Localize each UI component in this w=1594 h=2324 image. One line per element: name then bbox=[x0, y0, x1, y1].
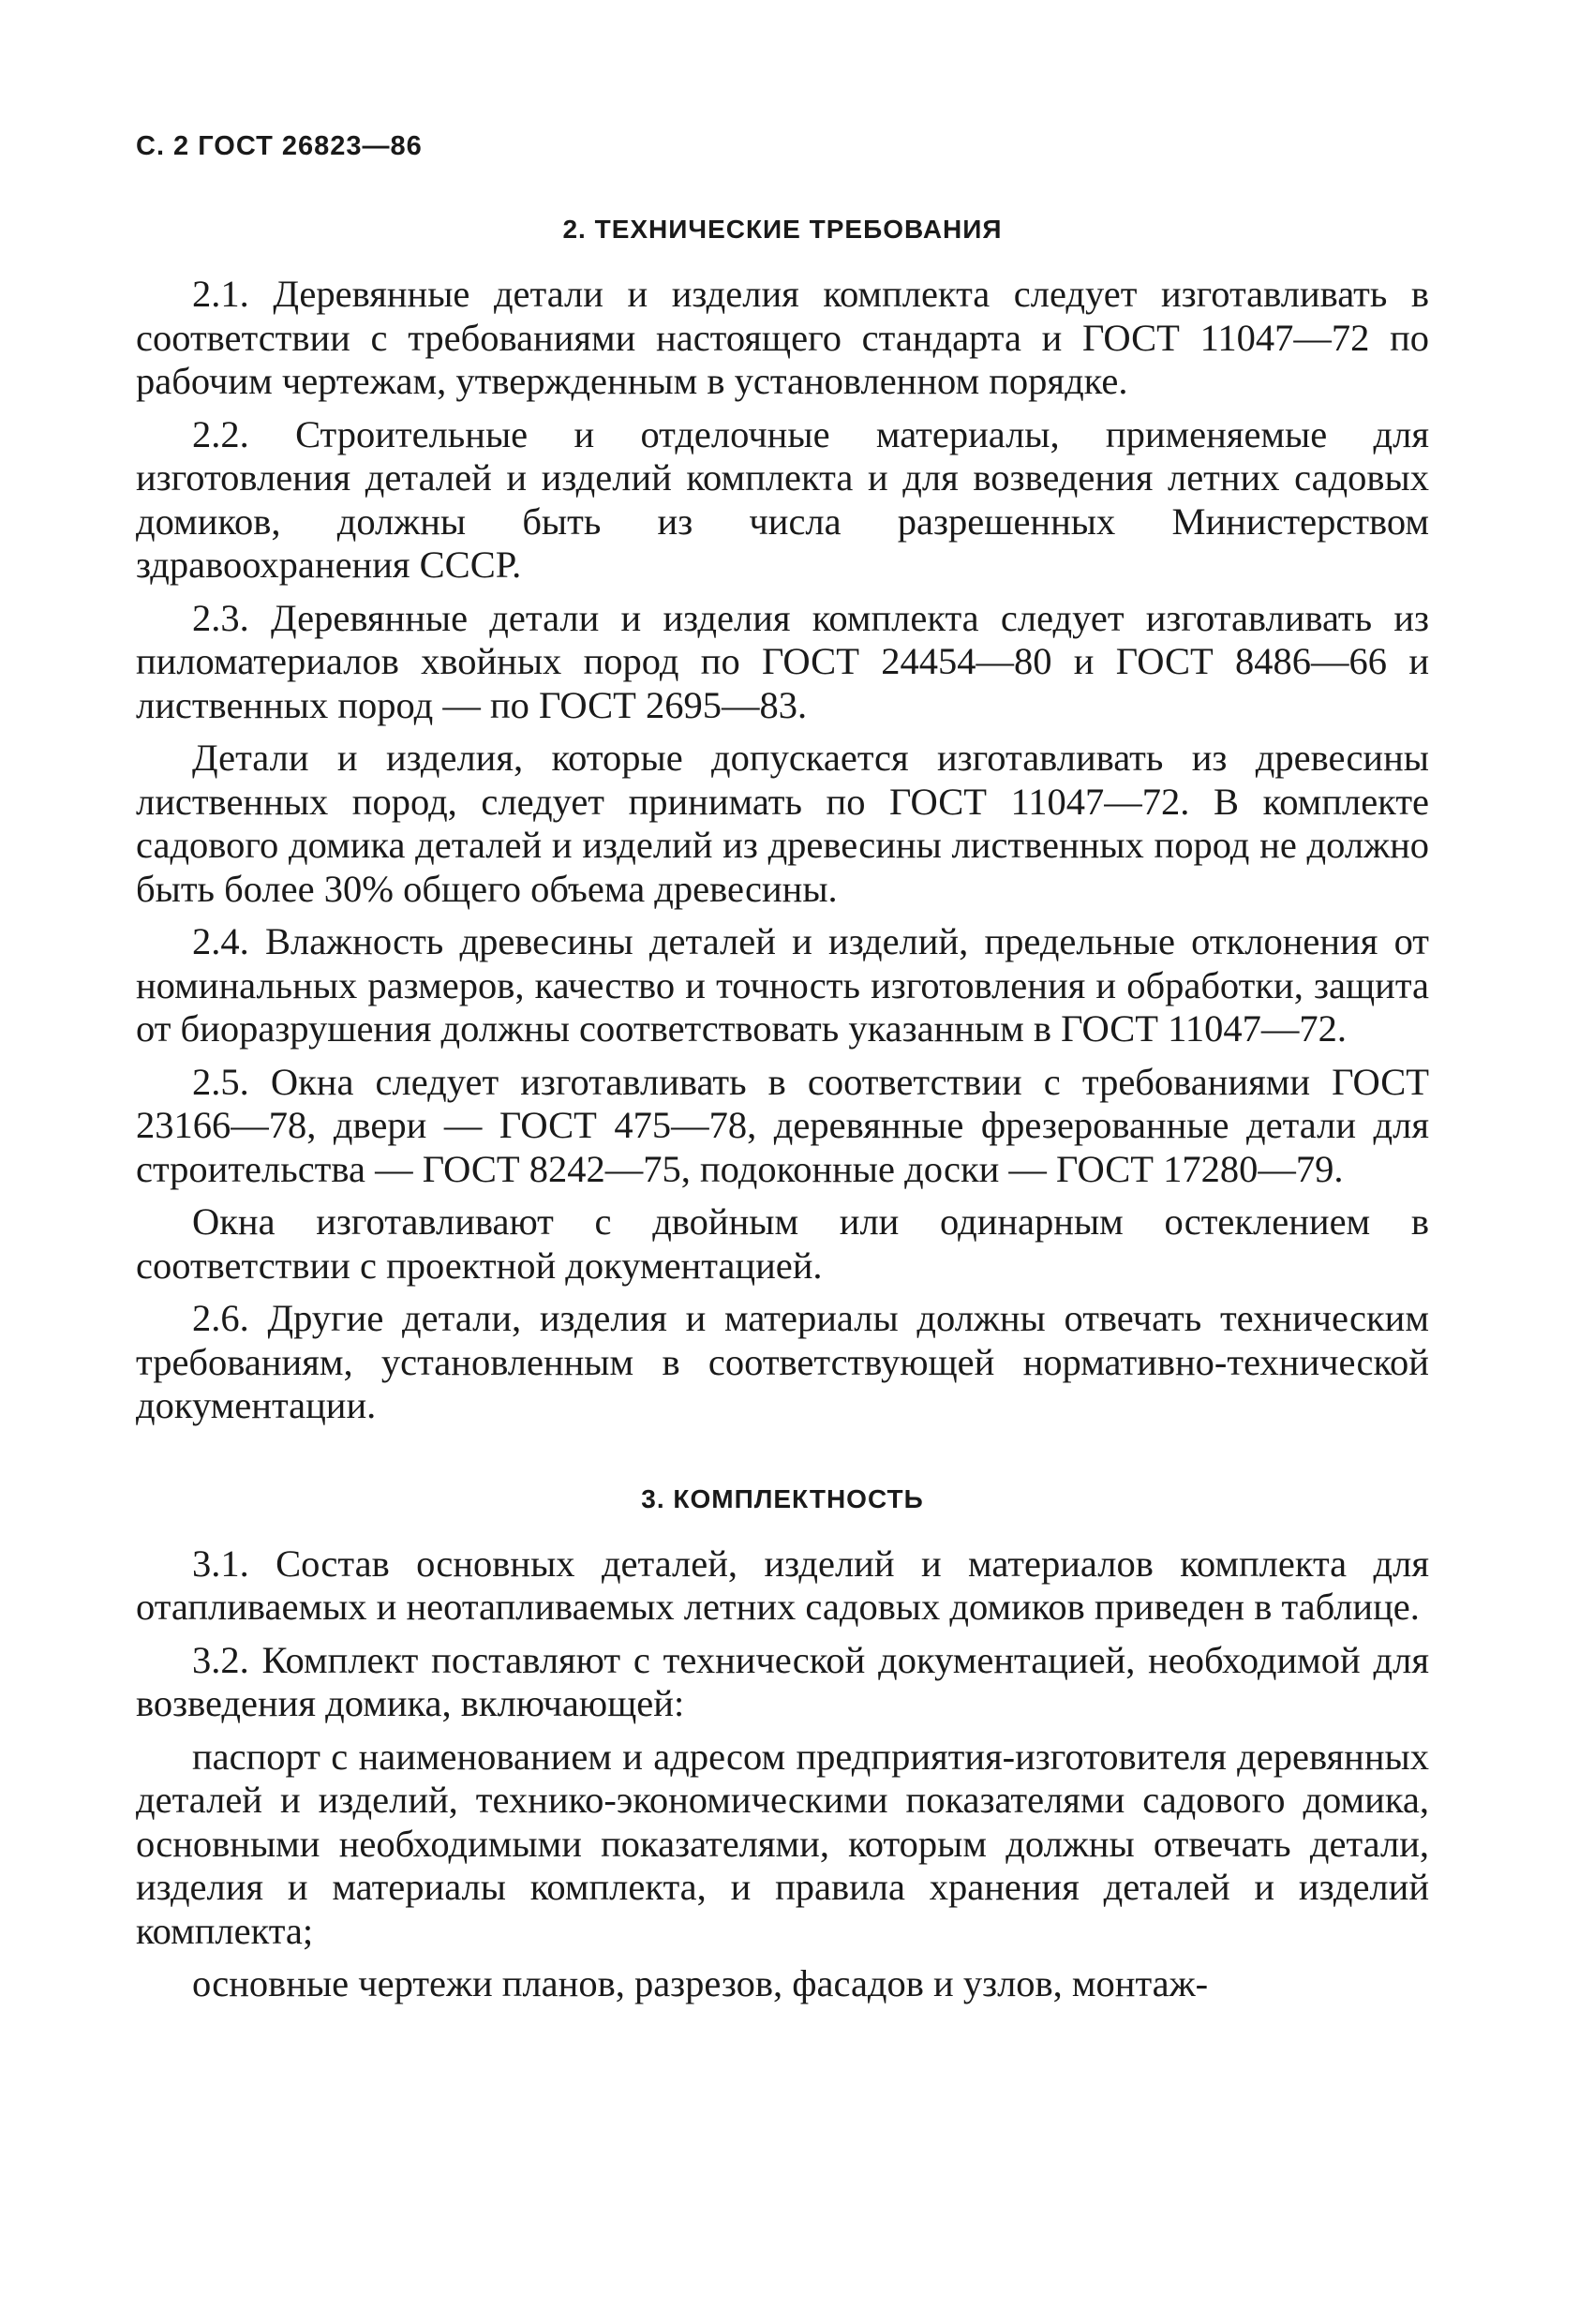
paragraph-2-2: 2.2. Строительные и отделочные материалы, применяемые для изготовления деталей и изделий комплекта и для возведения летних садовых домиков, должны быть из числа разрешенных Министерством здравоохранения СССР. bbox=[136, 412, 1429, 586]
document-page bbox=[136, 131, 1429, 2016]
section-title: 3. КОМПЛЕКТНОСТЬ bbox=[641, 1483, 924, 1513]
paragraph-2-3-hardwood: Детали и изделия, которые допускается изготавливать из древесины лиственных пород, следует принимать по ГОСТ 11047—72. В комплекте садового домика деталей и изделий из древесины лиственных пород не должно быть более 30% общего объема древесины. bbox=[136, 737, 1429, 910]
paragraph-3-1: 3.1. Состав основных деталей, изделий и материалов комплекта для отапливаемых и неотапливаемых летних садовых домиков приведен в таблице. bbox=[136, 1542, 1429, 1628]
paragraph-3-2: 3.2. Комплект поставляют с технической документацией, необходимой для возведения домика, включающей: bbox=[136, 1638, 1429, 1724]
section-technical-requirements bbox=[136, 215, 1429, 1428]
paragraph-2-5-glazing: Окна изготавливают с двойным или одинарным остеклением в соответствии с проектной документацией. bbox=[136, 1200, 1429, 1287]
paragraph-3-2-drawings: основные чертежи планов, разрезов, фасадов и узлов, монтаж- bbox=[192, 1962, 1209, 2004]
section-title: 2. ТЕХНИЧЕСКИЕ ТРЕБОВАНИЯ bbox=[562, 215, 1003, 244]
paragraph-2-1: 2.1. Деревянные детали и изделия комплекта следует изготавливать в соответствии с требованиями настоящего стандарта и ГОСТ 11047—72 по рабочим чертежам, утвержденным в установленном порядке. bbox=[136, 273, 1429, 402]
section-completeness bbox=[136, 1484, 1429, 2006]
paragraph-2-5: 2.5. Окна следует изготавливать в соответствии с требованиями ГОСТ 23166—78, двери — ГОСТ 475—78, деревянные фрезерованные детали для строительства — ГОСТ 8242—75, подоконные доски — ГОСТ 17280—79. bbox=[136, 1060, 1429, 1190]
paragraph-2-4: 2.4. Влажность древесины деталей и изделий, предельные отклонения от номинальных размеров, качество и точность изготовления и обработки, защита от биоразрушения должны соответствовать указанным в ГОСТ 11047—72. bbox=[136, 920, 1429, 1050]
paragraph-2-6: 2.6. Другие детали, изделия и материалы должны отвечать техническим требованиям, установленным в соответствующей нормативно-технической документации. bbox=[136, 1297, 1429, 1426]
paragraph-2-3: 2.3. Деревянные детали и изделия комплекта следует изготавливать из пиломатериалов хвойных пород по ГОСТ 24454—80 и ГОСТ 8486—66 и лиственных пород — по ГОСТ 2695—83. bbox=[136, 596, 1429, 726]
paragraph-3-2-passport: паспорт с наименованием и адресом предприятия-изготовителя деревянных деталей и изделий, технико-экономическими показателями садового домика, основными необходимыми показателями, которым должны отвечать детали, изделия и материалы комплекта, и правила хранения деталей и изделий комплекта; bbox=[136, 1735, 1429, 1952]
page-header: С. 2 ГОСТ 26823—86 bbox=[136, 131, 423, 161]
